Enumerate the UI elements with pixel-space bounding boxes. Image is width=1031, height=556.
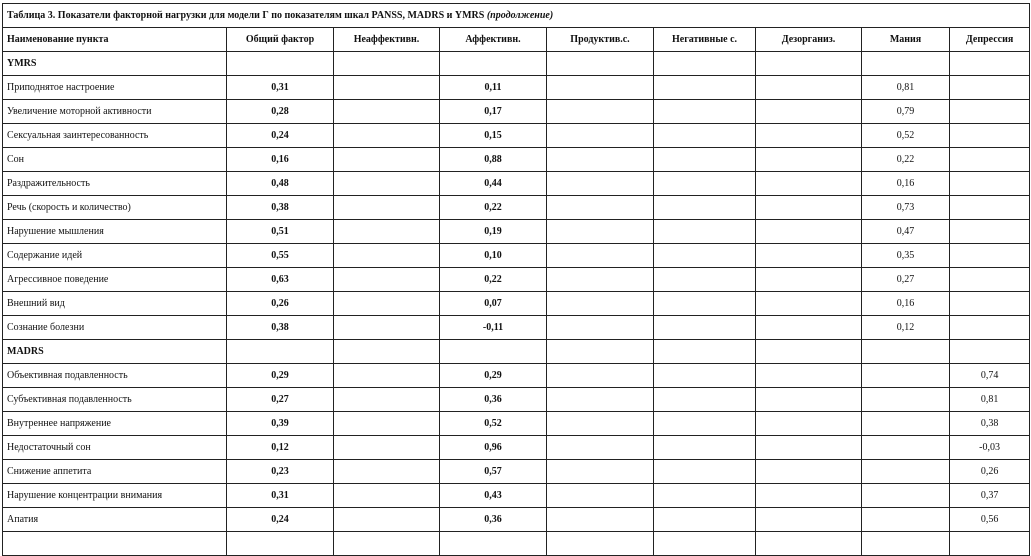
col-header-depression: Депрессия	[950, 28, 1030, 52]
non-affective-value	[334, 148, 440, 172]
disorganized-value	[756, 460, 862, 484]
non-affective-value	[334, 460, 440, 484]
general-factor-value: 0,38	[227, 196, 334, 220]
empty-cell	[3, 532, 227, 556]
item-name: Содержание идей	[3, 244, 227, 268]
affective-value: 0,57	[440, 460, 547, 484]
affective-value: 0,52	[440, 412, 547, 436]
negative-value	[654, 388, 756, 412]
depression-value	[950, 316, 1030, 340]
table-row	[3, 172, 1030, 196]
productive-value	[547, 508, 654, 532]
empty-cell	[440, 340, 547, 364]
depression-value	[950, 292, 1030, 316]
non-affective-value	[334, 76, 440, 100]
disorganized-value	[756, 148, 862, 172]
mania-value	[862, 484, 950, 508]
table-row	[3, 412, 1030, 436]
depression-value: 0,56	[950, 508, 1030, 532]
empty-cell	[654, 340, 756, 364]
negative-value	[654, 76, 756, 100]
affective-value: 0,44	[440, 172, 547, 196]
mania-value: 0,16	[862, 292, 950, 316]
item-name: Снижение аппетита	[3, 460, 227, 484]
mania-value	[862, 412, 950, 436]
negative-value	[654, 460, 756, 484]
general-factor-value: 0,28	[227, 100, 334, 124]
affective-value: 0,22	[440, 196, 547, 220]
item-name: Внешний вид	[3, 292, 227, 316]
general-factor-value: 0,31	[227, 76, 334, 100]
empty-cell	[950, 340, 1030, 364]
general-factor-value: 0,63	[227, 268, 334, 292]
item-name: Объективная подавленность	[3, 364, 227, 388]
item-name: Внутреннее напряжение	[3, 412, 227, 436]
productive-value	[547, 220, 654, 244]
mania-value	[862, 436, 950, 460]
table-row	[3, 268, 1030, 292]
continuation-row	[3, 532, 1030, 556]
col-header-item-name: Наименование пункта	[3, 28, 227, 52]
general-factor-value: 0,24	[227, 124, 334, 148]
item-name: Сон	[3, 148, 227, 172]
item-name: Увеличение моторной активности	[3, 100, 227, 124]
item-name: Апатия	[3, 508, 227, 532]
non-affective-value	[334, 364, 440, 388]
negative-value	[654, 172, 756, 196]
empty-cell	[547, 340, 654, 364]
table-row	[3, 220, 1030, 244]
negative-value	[654, 316, 756, 340]
depression-value	[950, 124, 1030, 148]
mania-value: 0,79	[862, 100, 950, 124]
affective-value: 0,22	[440, 268, 547, 292]
factor-loading-table	[2, 3, 1030, 556]
empty-cell	[227, 52, 334, 76]
mania-value	[862, 460, 950, 484]
affective-value: 0,36	[440, 508, 547, 532]
mania-value: 0,52	[862, 124, 950, 148]
mania-value	[862, 508, 950, 532]
affective-value: 0,17	[440, 100, 547, 124]
item-name: Недостаточный сон	[3, 436, 227, 460]
empty-cell	[227, 532, 334, 556]
mania-value: 0,12	[862, 316, 950, 340]
general-factor-value: 0,12	[227, 436, 334, 460]
empty-cell	[547, 532, 654, 556]
mania-value: 0,27	[862, 268, 950, 292]
caption-prefix: Таблица 3. Показатели факторной нагрузки для модели Г по показателям шкал PANSS, MADRS и YMRS	[7, 10, 485, 21]
disorganized-value	[756, 100, 862, 124]
item-name: Сознание болезни	[3, 316, 227, 340]
disorganized-value	[756, 508, 862, 532]
productive-value	[547, 148, 654, 172]
negative-value	[654, 148, 756, 172]
negative-value	[654, 268, 756, 292]
empty-cell	[862, 532, 950, 556]
general-factor-value: 0,38	[227, 316, 334, 340]
general-factor-value: 0,23	[227, 460, 334, 484]
empty-cell	[756, 340, 862, 364]
disorganized-value	[756, 412, 862, 436]
negative-value	[654, 220, 756, 244]
mania-value: 0,35	[862, 244, 950, 268]
disorganized-value	[756, 172, 862, 196]
non-affective-value	[334, 268, 440, 292]
col-header-affective: Аффективн.	[440, 28, 547, 52]
disorganized-value	[756, 124, 862, 148]
table-caption	[3, 4, 1030, 28]
negative-value	[654, 124, 756, 148]
section-row	[3, 52, 1030, 76]
empty-cell	[440, 52, 547, 76]
table-row	[3, 436, 1030, 460]
productive-value	[547, 100, 654, 124]
general-factor-value: 0,27	[227, 388, 334, 412]
item-name: Агрессивное поведение	[3, 268, 227, 292]
non-affective-value	[334, 316, 440, 340]
productive-value	[547, 388, 654, 412]
empty-cell	[654, 532, 756, 556]
affective-value: 0,43	[440, 484, 547, 508]
productive-value	[547, 460, 654, 484]
non-affective-value	[334, 436, 440, 460]
depression-value	[950, 148, 1030, 172]
non-affective-value	[334, 388, 440, 412]
empty-cell	[334, 340, 440, 364]
negative-value	[654, 508, 756, 532]
negative-value	[654, 484, 756, 508]
mania-value: 0,22	[862, 148, 950, 172]
negative-value	[654, 412, 756, 436]
col-header-disorganized: Дезорганиз.	[756, 28, 862, 52]
affective-value: 0,15	[440, 124, 547, 148]
item-name: Нарушение мышления	[3, 220, 227, 244]
table-row	[3, 292, 1030, 316]
depression-value	[950, 172, 1030, 196]
affective-value: 0,07	[440, 292, 547, 316]
affective-value: 0,19	[440, 220, 547, 244]
item-name: Субъективная подавленность	[3, 388, 227, 412]
mania-value: 0,81	[862, 76, 950, 100]
non-affective-value	[334, 220, 440, 244]
general-factor-value: 0,55	[227, 244, 334, 268]
item-name: Раздражительность	[3, 172, 227, 196]
empty-cell	[227, 340, 334, 364]
table-row	[3, 388, 1030, 412]
affective-value: 0,96	[440, 436, 547, 460]
col-header-general-factor: Общий фактор	[227, 28, 334, 52]
affective-value: 0,36	[440, 388, 547, 412]
non-affective-value	[334, 196, 440, 220]
non-affective-value	[334, 412, 440, 436]
section-title: MADRS	[3, 340, 227, 364]
depression-value: 0,74	[950, 364, 1030, 388]
empty-cell	[950, 52, 1030, 76]
productive-value	[547, 484, 654, 508]
general-factor-value: 0,29	[227, 364, 334, 388]
depression-value: -0,03	[950, 436, 1030, 460]
general-factor-value: 0,26	[227, 292, 334, 316]
depression-value	[950, 244, 1030, 268]
table-row	[3, 196, 1030, 220]
col-header-mania: Мания	[862, 28, 950, 52]
empty-cell	[334, 532, 440, 556]
table-row	[3, 244, 1030, 268]
empty-cell	[440, 532, 547, 556]
general-factor-value: 0,48	[227, 172, 334, 196]
general-factor-value: 0,39	[227, 412, 334, 436]
productive-value	[547, 124, 654, 148]
disorganized-value	[756, 196, 862, 220]
depression-value: 0,81	[950, 388, 1030, 412]
depression-value	[950, 220, 1030, 244]
table-row	[3, 148, 1030, 172]
productive-value	[547, 412, 654, 436]
empty-cell	[547, 52, 654, 76]
general-factor-value: 0,51	[227, 220, 334, 244]
header-row	[3, 28, 1030, 52]
disorganized-value	[756, 220, 862, 244]
table-row	[3, 316, 1030, 340]
disorganized-value	[756, 364, 862, 388]
section-title: YMRS	[3, 52, 227, 76]
disorganized-value	[756, 436, 862, 460]
empty-cell	[862, 340, 950, 364]
empty-cell	[862, 52, 950, 76]
affective-value: 0,10	[440, 244, 547, 268]
affective-value: 0,29	[440, 364, 547, 388]
item-name: Приподнятое настроение	[3, 76, 227, 100]
col-header-productive: Продуктив.с.	[547, 28, 654, 52]
depression-value	[950, 268, 1030, 292]
productive-value	[547, 292, 654, 316]
disorganized-value	[756, 268, 862, 292]
table-row	[3, 508, 1030, 532]
item-name: Нарушение концентрации внимания	[3, 484, 227, 508]
negative-value	[654, 292, 756, 316]
empty-cell	[334, 52, 440, 76]
affective-value: 0,88	[440, 148, 547, 172]
affective-value: 0,11	[440, 76, 547, 100]
empty-cell	[756, 52, 862, 76]
general-factor-value: 0,16	[227, 148, 334, 172]
item-name: Речь (скорость и количество)	[3, 196, 227, 220]
affective-value: -0,11	[440, 316, 547, 340]
productive-value	[547, 364, 654, 388]
table-row	[3, 484, 1030, 508]
mania-value: 0,16	[862, 172, 950, 196]
productive-value	[547, 268, 654, 292]
empty-cell	[756, 532, 862, 556]
productive-value	[547, 172, 654, 196]
col-header-negative: Негативные с.	[654, 28, 756, 52]
table-row	[3, 460, 1030, 484]
non-affective-value	[334, 124, 440, 148]
depression-value: 0,37	[950, 484, 1030, 508]
negative-value	[654, 364, 756, 388]
productive-value	[547, 436, 654, 460]
disorganized-value	[756, 484, 862, 508]
non-affective-value	[334, 100, 440, 124]
depression-value	[950, 196, 1030, 220]
depression-value: 0,38	[950, 412, 1030, 436]
productive-value	[547, 196, 654, 220]
mania-value	[862, 364, 950, 388]
table-row	[3, 364, 1030, 388]
depression-value	[950, 100, 1030, 124]
non-affective-value	[334, 508, 440, 532]
disorganized-value	[756, 76, 862, 100]
disorganized-value	[756, 244, 862, 268]
negative-value	[654, 196, 756, 220]
general-factor-value: 0,31	[227, 484, 334, 508]
empty-cell	[654, 52, 756, 76]
general-factor-value: 0,24	[227, 508, 334, 532]
negative-value	[654, 436, 756, 460]
depression-value	[950, 76, 1030, 100]
non-affective-value	[334, 244, 440, 268]
item-name: Сексуальная заинтересованность	[3, 124, 227, 148]
caption-suffix: (продолжение)	[486, 10, 554, 21]
mania-value: 0,73	[862, 196, 950, 220]
mania-value	[862, 388, 950, 412]
disorganized-value	[756, 292, 862, 316]
table-row	[3, 76, 1030, 100]
mania-value: 0,47	[862, 220, 950, 244]
productive-value	[547, 244, 654, 268]
table-row	[3, 124, 1030, 148]
table-caption-row	[3, 4, 1030, 28]
depression-value: 0,26	[950, 460, 1030, 484]
table-row	[3, 100, 1030, 124]
non-affective-value	[334, 484, 440, 508]
disorganized-value	[756, 388, 862, 412]
empty-cell	[950, 532, 1030, 556]
col-header-non-affective: Неаффективн.	[334, 28, 440, 52]
productive-value	[547, 316, 654, 340]
non-affective-value	[334, 172, 440, 196]
non-affective-value	[334, 292, 440, 316]
section-row	[3, 340, 1030, 364]
disorganized-value	[756, 316, 862, 340]
negative-value	[654, 100, 756, 124]
productive-value	[547, 76, 654, 100]
negative-value	[654, 244, 756, 268]
